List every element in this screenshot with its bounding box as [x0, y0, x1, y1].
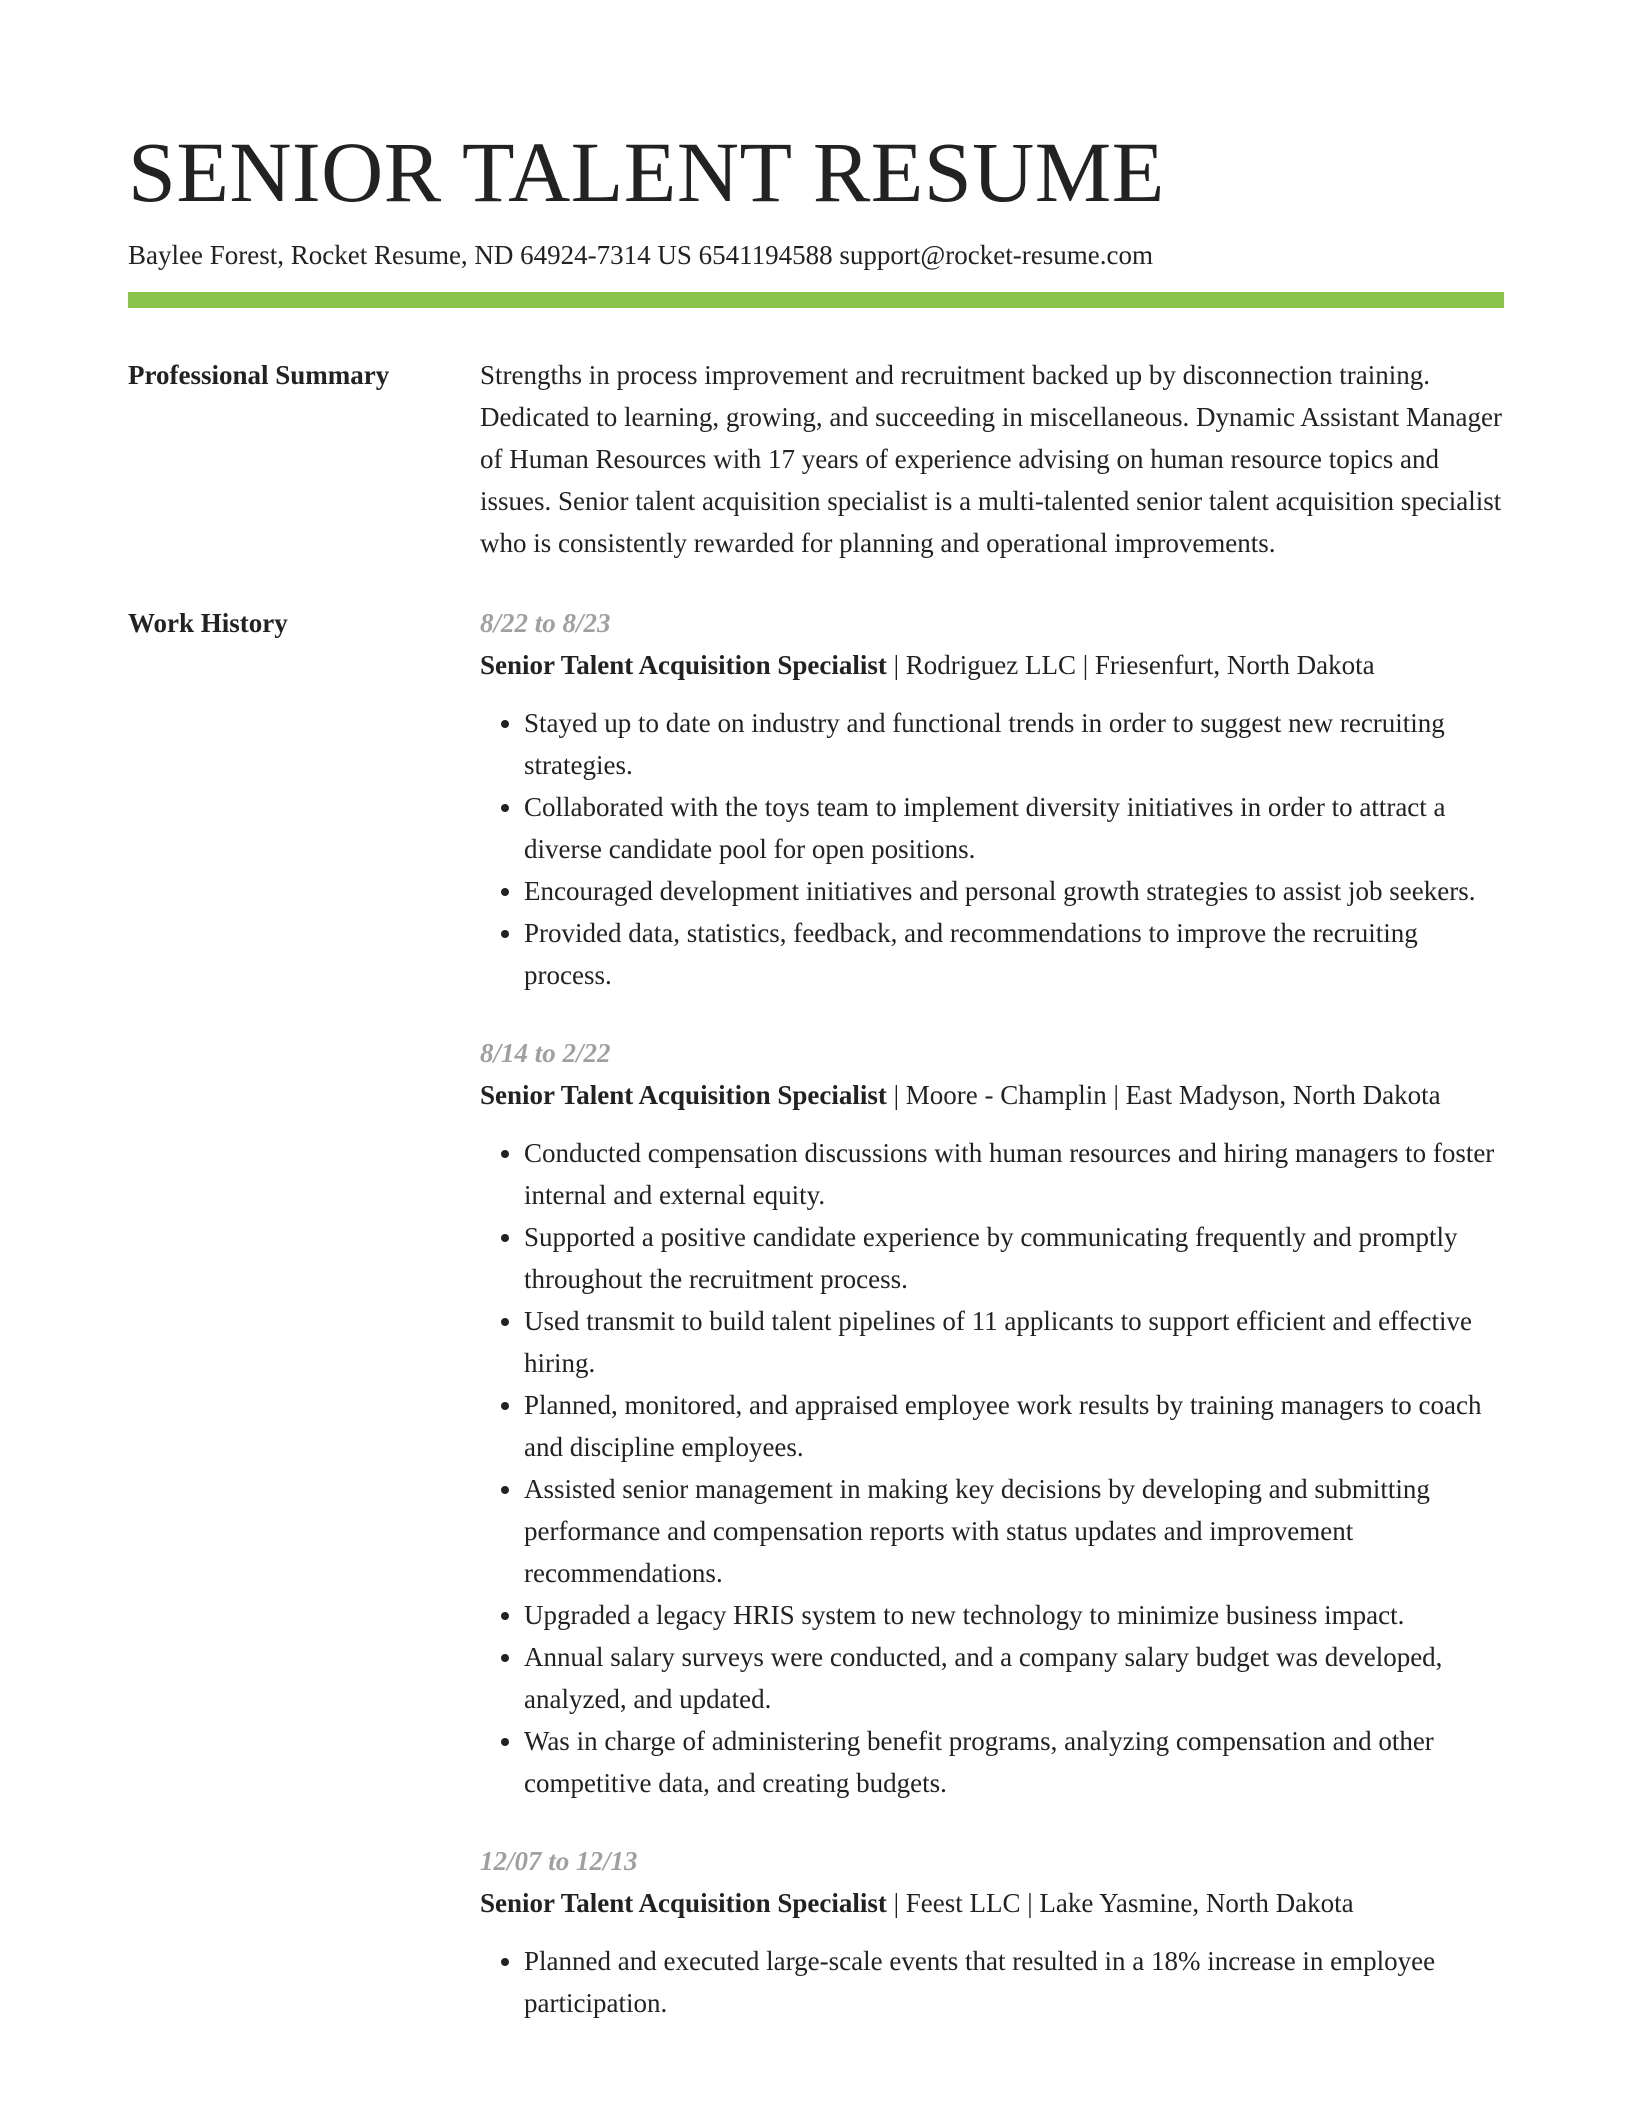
job-details: | Moore - Champlin | East Madyson, North Dakota [886, 1080, 1441, 1110]
work-history-section [128, 602, 1504, 2060]
job-bullet: • Was in charge of administering benefit programs, analyzing compensation and other competitive data, and creating budgets. [524, 1720, 1504, 1804]
job-date: 8/22 to 8/23 [480, 608, 611, 638]
job-entry [480, 602, 1504, 996]
summary-text: Strengths in process improvement and recruitment backed up by disconnection training. Dedicated to learning, growing, and succeeding in miscellaneous. Dynamic Assistant Manager of Human Resources with 17 years of experience advising on human resource topics and issues. Senior talent acquisition specialist is a multi-talented senior talent acquisition specialist who is consistently rewarded for planning and operational improvements. [480, 360, 1502, 558]
job-bullets [480, 702, 1504, 996]
section-label-work-history: Work History [128, 608, 288, 638]
job-details: | Feest LLC | Lake Yasmine, North Dakota [886, 1888, 1354, 1918]
summary-body [480, 354, 1504, 564]
job-bullets [480, 1940, 1504, 2024]
job-title: Senior Talent Acquisition Specialist [480, 1080, 887, 1110]
job-bullet: • Collaborated with the toys team to implement diversity initiatives in order to attract a diverse candidate pool for open positions. [524, 786, 1504, 870]
job-title: Senior Talent Acquisition Specialist [480, 650, 887, 680]
work-history-body [480, 602, 1504, 2060]
job-bullet: • Supported a positive candidate experience by communicating frequently and promptly throughout the recruitment process. [524, 1216, 1504, 1300]
job-heading [480, 644, 1504, 686]
job-entry [480, 1840, 1504, 2024]
job-bullets [480, 1132, 1504, 1804]
accent-divider [128, 292, 1504, 308]
contact-line: Baylee Forest, Rocket Resume, ND 64924-7314 US 6541194588 support@rocket-resume.com [128, 240, 1153, 270]
job-bullet: • Annual salary surveys were conducted, and a company salary budget was developed, analyzed, and updated. [524, 1636, 1504, 1720]
resume-page [128, 0, 1504, 2060]
job-title: Senior Talent Acquisition Specialist [480, 1888, 887, 1918]
job-date: 12/07 to 12/13 [480, 1846, 638, 1876]
job-heading [480, 1074, 1504, 1116]
job-bullet: • Provided data, statistics, feedback, and recommendations to improve the recruiting process. [524, 912, 1504, 996]
job-bullet: • Conducted compensation discussions with human resources and hiring managers to foster internal and external equity. [524, 1132, 1504, 1216]
job-bullet: • Stayed up to date on industry and functional trends in order to suggest new recruiting strategies. [524, 702, 1504, 786]
job-bullet: • Used transmit to build talent pipelines of 11 applicants to support efficient and effective hiring. [524, 1300, 1504, 1384]
section-label-summary: Professional Summary [128, 360, 390, 390]
job-bullet: • Encouraged development initiatives and personal growth strategies to assist job seekers. [524, 870, 1504, 912]
professional-summary-section [128, 354, 1504, 564]
resume-title: SENIOR TALENT RESUME [128, 124, 1165, 220]
job-details: | Rodriguez LLC | Friesenfurt, North Dakota [886, 650, 1375, 680]
job-bullet: • Upgraded a legacy HRIS system to new technology to minimize business impact. [524, 1594, 1504, 1636]
job-heading [480, 1882, 1504, 1924]
job-bullet: • Assisted senior management in making key decisions by developing and submitting performance and compensation reports with status updates and improvement recommendations. [524, 1468, 1504, 1594]
job-bullet: • Planned, monitored, and appraised employee work results by training managers to coach and discipline employees. [524, 1384, 1504, 1468]
job-entry [480, 1032, 1504, 1804]
job-date: 8/14 to 2/22 [480, 1038, 611, 1068]
job-bullet: • Planned and executed large-scale events that resulted in a 18% increase in employee participation. [524, 1940, 1504, 2024]
